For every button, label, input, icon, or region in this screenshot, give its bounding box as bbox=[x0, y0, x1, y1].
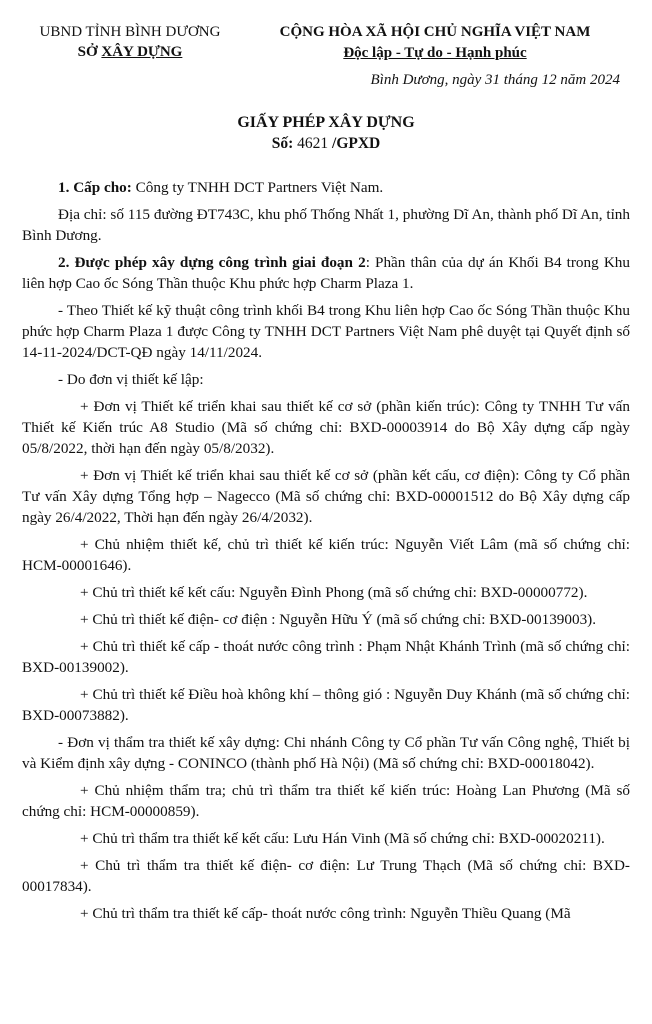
chief-electrical: + Chủ trì thiết kế điện- cơ điện : Nguyễn Hữu Ý (mã số chứng chỉ: BXD-00139003). bbox=[80, 611, 597, 628]
agency-department: SỞ XÂY DỰNG bbox=[77, 44, 183, 60]
issue-date: Bình Dương, ngày 31 tháng 12 năm 2024 bbox=[370, 72, 620, 88]
section-1-grantee: 1. Cấp cho: Công ty TNHH DCT Partners Việt Nam. bbox=[58, 179, 384, 196]
design-units-heading: - Do đơn vị thiết kế lập: bbox=[58, 371, 204, 388]
design-approval-paragraph: - Theo Thiết kế kỹ thuật công trình khối B4 trong Khu liên hợp Cao ốc Sóng Thần thuộc Khu phức hợp Charm Plaza 1 được Công ty TNHH DCT Partners Việt Nam phê duyệt tại Quyết định số 14-11-2024/DCT-QĐ ngày 14/11/2024. bbox=[22, 302, 630, 361]
national-motto-header bbox=[250, 22, 620, 64]
review-water: + Chủ trì thẩm tra thiết kế cấp- thoát nước công trình: Nguyễn Thiều Quang (Mã bbox=[80, 905, 571, 922]
review-unit: - Đơn vị thẩm tra thiết kế xây dựng: Chi nhánh Công ty Cổ phần Tư vấn Công nghệ, Thiết bị và Kiểm định xây dựng - CONINCO (thành phố Hà Nội) (Mã số chứng chỉ: BXD-00018042). bbox=[22, 734, 630, 772]
review-electrical: + Chủ trì thẩm tra thiết kế điện- cơ điện: Lư Trung Thạch (Mã số chứng chỉ: BXD-00017834). bbox=[22, 857, 630, 895]
chief-water: + Chủ trì thiết kế cấp - thoát nước công trình : Phạm Nhật Khánh Trình (mã số chứng chỉ: BXD-00139002). bbox=[22, 638, 630, 676]
nation-name: CỘNG HÒA XÃ HỘI CHỦ NGHĨA VIỆT NAM bbox=[279, 24, 591, 40]
document-number: Số: 4621 /GPXD bbox=[271, 135, 381, 152]
review-structure: + Chủ trì thẩm tra thiết kế kết cấu: Lưu Hán Vinh (Mã số chứng chỉ: BXD-00020211). bbox=[80, 830, 605, 847]
review-chief-architecture: + Chủ nhiệm thẩm tra; chủ trì thẩm tra thiết kế kiến trúc: Hoàng Lan Phương (Mã số chứng chỉ: HCM-00000859). bbox=[22, 782, 630, 820]
document-title: GIẤY PHÉP XÂY DỰNG bbox=[237, 114, 415, 131]
agency-department-underlined: XÂY DỰNG bbox=[101, 44, 183, 60]
section-2-permitted-work: 2. Được phép xây dựng công trình giai đoạn 2: Phần thân của dự án Khối B4 trong Khu liên hợp Cao ốc Sóng Thần thuộc Khu phức hợp Charm Plaza 1. bbox=[22, 254, 630, 292]
chief-hvac: + Chủ trì thiết kế Điều hoà không khí – thông gió : Nguyễn Duy Khánh (mã số chứng chỉ: BXD-00073882). bbox=[22, 686, 630, 724]
nation-motto: Độc lập - Tự do - Hạnh phúc bbox=[343, 45, 527, 61]
document-body bbox=[22, 177, 630, 930]
agency-province: UBND TỈNH BÌNH DƯƠNG bbox=[39, 24, 221, 40]
issuing-agency-header bbox=[14, 22, 246, 62]
design-unit-structure: + Đơn vị Thiết kế triển khai sau thiết kế cơ sở (phần kết cấu, cơ điện): Công ty Cổ phần Tư vấn Xây dựng Tổng hợp – Nagecco (Mã số chứng chỉ: BXD-00001512 do Bộ Xây dựng cấp ngày 26/4/2022, Thời hạn đến ngày 26/4/2032). bbox=[22, 467, 630, 526]
grantee-address: Địa chỉ: số 115 đường ĐT743C, khu phố Thống Nhất 1, phường Dĩ An, thành phố Dĩ An, tỉnh Bình Dương. bbox=[22, 206, 630, 244]
chief-architect: + Chủ nhiệm thiết kế, chủ trì thiết kế kiến trúc: Nguyễn Viết Lâm (mã số chứng chỉ: HCM-00001646). bbox=[22, 536, 630, 574]
design-unit-architecture: + Đơn vị Thiết kế triển khai sau thiết kế cơ sở (phần kiến trúc): Công ty TNHH Tư vấn Thiết kế Kiến trúc A8 Studio (Mã số chứng chỉ: BXD-00003914 do Bộ Xây dựng cấp ngày 05/8/2022, thời hạn đến ngày 05/8/2032). bbox=[22, 398, 630, 457]
chief-structure: + Chủ trì thiết kế kết cấu: Nguyễn Đình Phong (mã số chứng chỉ: BXD-00000772). bbox=[80, 584, 588, 601]
